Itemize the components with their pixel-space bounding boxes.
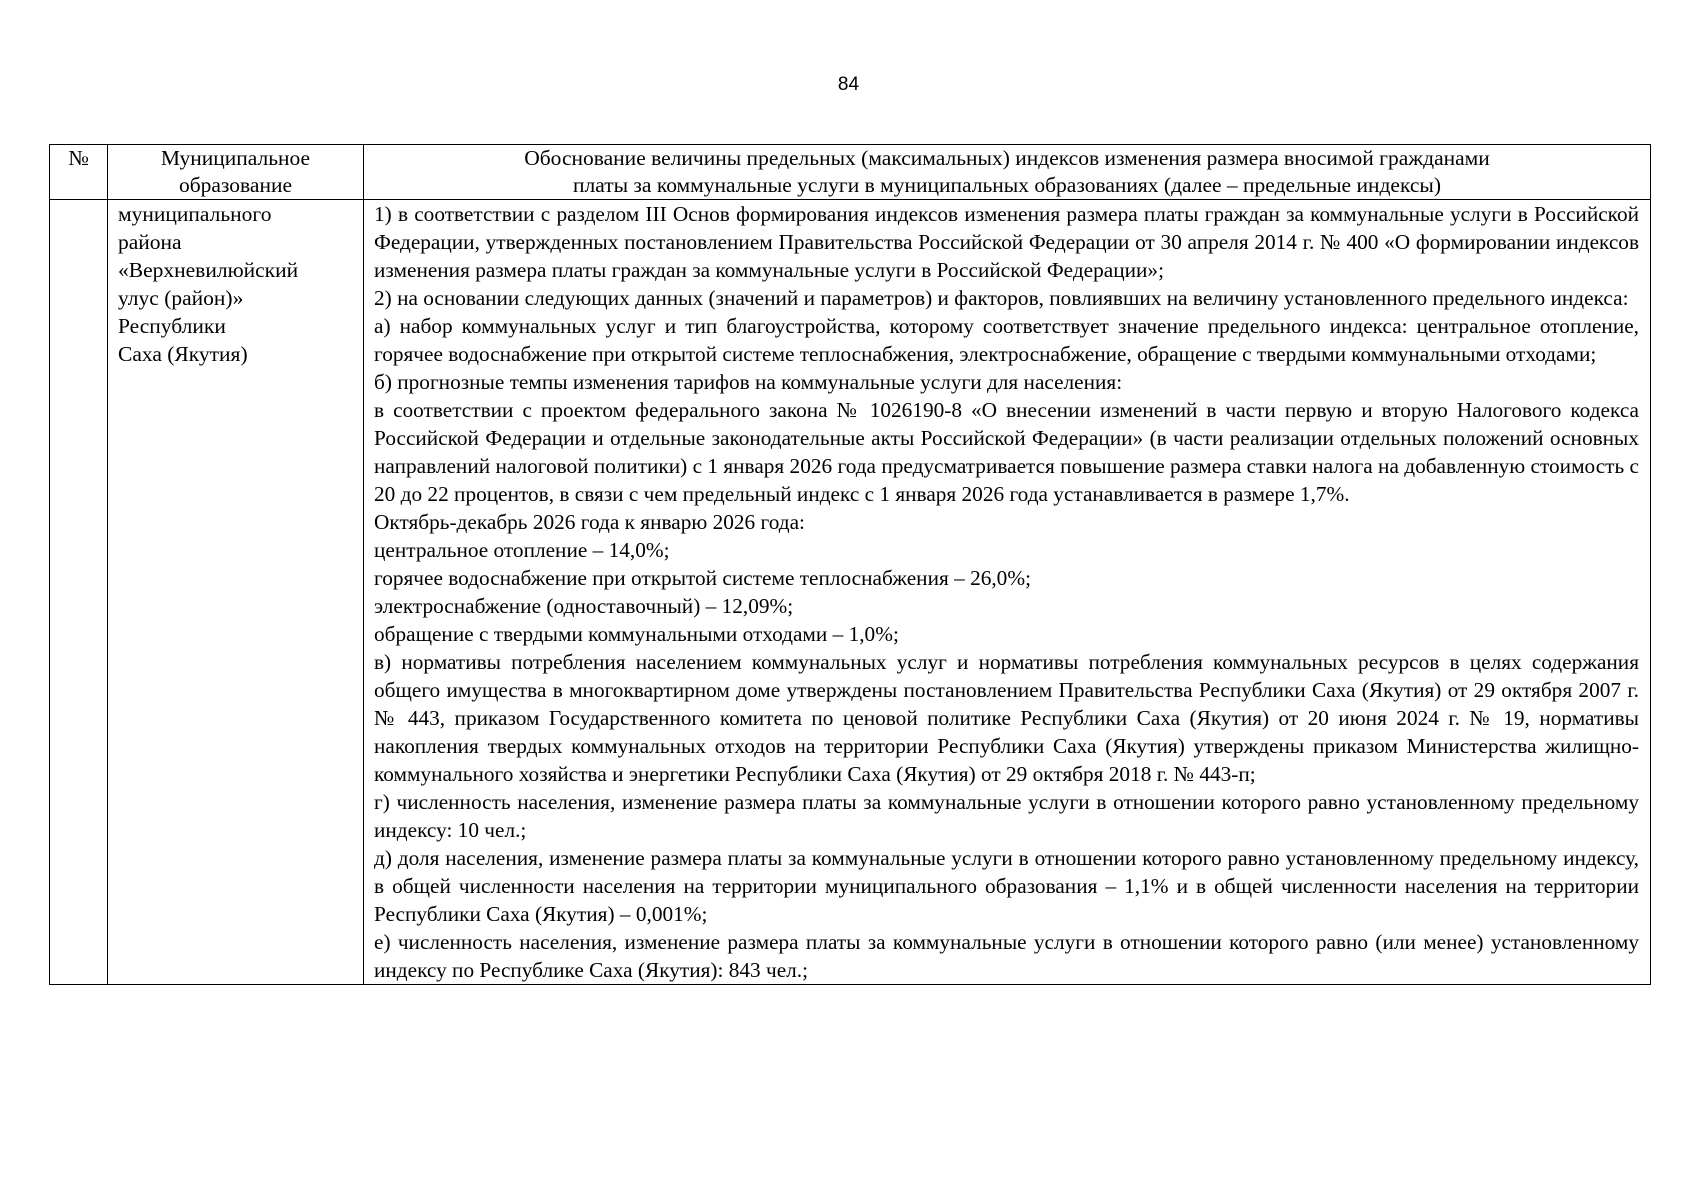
paragraph-item-g: г) численность населения, изменение размера платы за коммунальные услуги в отношении которого равно установленному предельному индексу: 10 чел.; xyxy=(374,790,1639,842)
municipality-line: муниципального xyxy=(118,202,272,226)
paragraph-period: Октябрь-декабрь 2026 года к январю 2026 года: xyxy=(374,510,805,534)
paragraph-electricity: электроснабжение (одноставочный) – 12,09%; xyxy=(374,594,794,618)
municipality-line: Саха (Якутия) xyxy=(118,342,248,366)
header-municipality xyxy=(108,145,364,200)
justification-cell xyxy=(364,200,1651,985)
indices-table xyxy=(49,144,1651,985)
paragraph-vat-note: в соответствии с проектом федерального закона № 1026190-8 «О внесении изменений в части первую и вторую Налогового кодекса Российской Федерации и отдельные законодательные акты Российской Федерации» (в части реализации отдельных положений основных направлений налоговой политики) с 1 января 2026 года предусматривается повышение размера ставки налога на добавленную стоимость с 20 до 22 процентов, в связи с чем предельный индекс с 1 января 2026 года устанавливается в размере 1,7%. xyxy=(374,398,1639,506)
paragraph-item-e: е) численность населения, изменение размера платы за коммунальные услуги в отношении которого равно (или менее) установленному индексу по Республике Саха (Якутия): 843 чел.; xyxy=(374,930,1639,982)
header-justification-line2: платы за коммунальные услуги в муниципальных образованиях (далее – предельные индексы) xyxy=(573,173,1441,197)
header-number: № xyxy=(50,145,108,200)
paragraph-solid-waste: обращение с твердыми коммунальными отходами – 1,0%; xyxy=(374,622,899,646)
municipality-line: «Верхневилюйский xyxy=(118,258,299,282)
paragraph-hot-water: горячее водоснабжение при открытой системе теплоснабжения – 26,0%; xyxy=(374,566,1031,590)
table-row xyxy=(50,200,1651,985)
header-municipality-line2: образование xyxy=(178,173,293,197)
header-justification xyxy=(364,145,1651,200)
municipality-line: района xyxy=(118,230,182,254)
paragraph-item-d: д) доля населения, изменение размера платы за коммунальные услуги в отношении которого равно установленному предельному индексу, в общей численности населения на территории муниципального образования – 1,1% и в общей численности населения на территории Республики Саха (Якутия) – 0,001%; xyxy=(374,846,1639,926)
header-municipality-line1: Муниципальное xyxy=(160,146,311,170)
page-number: 84 xyxy=(837,74,860,95)
paragraph-item-b: б) прогнозные темпы изменения тарифов на коммунальные услуги для населения: xyxy=(374,370,1123,394)
municipality-line: Республики xyxy=(118,314,226,338)
municipality-cell xyxy=(108,200,364,985)
paragraph-item-1: 1) в соответствии с разделом III Основ формирования индексов изменения размера платы граждан за коммунальные услуги в Российской Федерации, утвержденных постановлением Правительства Российской Федерации от 30 апреля 2014 г. № 400 «О формировании индексов изменения размера платы граждан за коммунальные услуги в Российской Федерации»; xyxy=(374,202,1639,282)
row-number-cell xyxy=(50,200,108,985)
header-justification-line1: Обоснование величины предельных (максимальных) индексов изменения размера вносимой гражданами xyxy=(524,146,1490,170)
paragraph-item-v: в) нормативы потребления населением коммунальных услуг и нормативы потребления коммунальных ресурсов в целях содержания общего имущества в многоквартирном доме утверждены постановлением Правительства Республики Саха (Якутия) от 29 октября 2007 г. № 443, приказом Государственного комитета по ценовой политике Республики Саха (Якутия) от 20 июня 2024 г. № 19, нормативы накопления твердых коммунальных отходов на территории Республики Саха (Якутия) утверждены приказом Министерства жилищно-коммунального хозяйства и энергетики Республики Саха (Якутия) от 29 октября 2018 г. № 443-п; xyxy=(374,650,1639,786)
municipality-line: улус (район)» xyxy=(118,286,244,310)
paragraph-item-2: 2) на основании следующих данных (значений и параметров) и факторов, повлиявших на величину установленного предельного индекса: xyxy=(374,286,1629,310)
paragraph-item-a: а) набор коммунальных услуг и тип благоустройства, которому соответствует значение предельного индекса: центральное отопление, горячее водоснабжение при открытой системе теплоснабжения, электроснабжение, обращение с твердыми коммунальными отходами; xyxy=(374,314,1639,366)
table-header-row xyxy=(50,145,1651,200)
paragraph-heating: центральное отопление – 14,0%; xyxy=(374,538,670,562)
